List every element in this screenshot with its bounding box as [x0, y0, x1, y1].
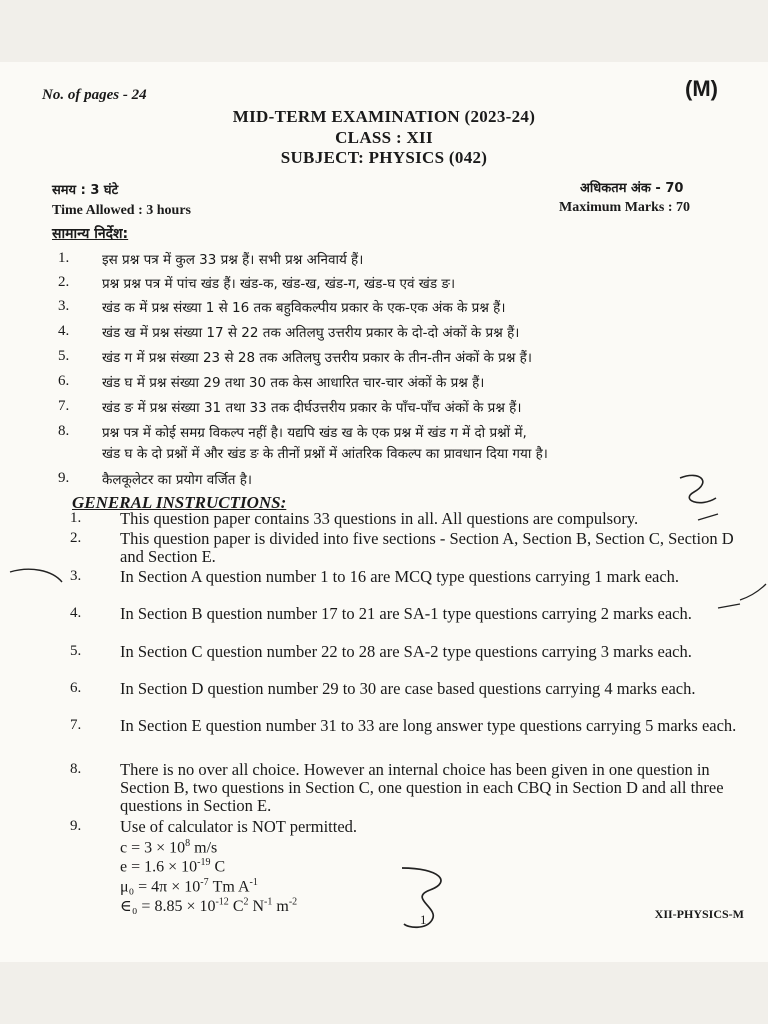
list-item: 6. खंड घ में प्रश्न संख्या 29 तथा 30 तक केस आधारित चार-चार अंकों के प्रश्न हैं।: [58, 373, 485, 391]
pages-count: No. of pages - 24: [42, 87, 147, 103]
constant-permeability: $\mu_0 = 4\pi \times 10^{-7}$ Tm $A^{-1}$: [120, 877, 258, 896]
class-label: CLASS : XII: [335, 128, 433, 147]
list-item: 4. खंड ख में प्रश्न संख्या 17 से 22 तक अतिलघु उत्तरीय प्रकार के दो-दो अंकों के प्रश्न हैं।: [58, 323, 520, 341]
marks-hindi: अधिकतम अंक - 70: [580, 181, 684, 196]
subject-label: SUBJECT: PHYSICS (042): [280, 148, 488, 167]
constant-speed-of-light: $c = 3 \times 10^8$ m/s: [120, 838, 218, 857]
pen-tick-mark: [698, 514, 718, 520]
constant-electron-charge: $e = 1.6 \times 10^{-19}$ C: [120, 857, 226, 876]
time-allowed: Time Allowed : 3 hours: [52, 203, 191, 218]
time-hindi: समय : 3 घंटे: [52, 183, 119, 198]
list-item: 1. इस प्रश्न पत्र में कुल 33 प्रश्न हैं। सभी प्रश्न अनिवार्य हैं।: [58, 250, 364, 268]
constant-permittivity: ∈₀ = $8.85 \times 10^{-12}$ $C^2$ $N^{-1}$ $m^{-2}$: [120, 896, 298, 915]
list-item: 8. प्रश्न पत्र में कोई समग्र विकल्प नहीं है। यद्यपि खंड ख के एक प्रश्न में खंड ग में दो प्रश्नों में,: [58, 423, 527, 441]
page-number: 1: [420, 912, 427, 927]
list-item: खंड घ के दो प्रश्नों में और खंड ङ के तीनों प्रश्नों में आंतरिक विकल्प का प्रावधान दिया गया है।: [102, 446, 548, 462]
general-instructions-title: GENERAL INSTRUCTIONS:: [72, 493, 287, 512]
hindi-instructions-heading: सामान्य निर्देश:: [52, 226, 129, 242]
list-item: 9. कैलकूलेटर का प्रयोग वर्जित है।: [58, 470, 253, 488]
pen-signature-mark: [402, 868, 441, 927]
list-item: 7. खंड ङ में प्रश्न संख्या 31 तथा 33 तक दीर्घउत्तरीय प्रकार के पाँच-पाँच अंकों के प्रश्न हैं।: [58, 398, 522, 416]
pen-margin-mark: [718, 604, 740, 608]
maximum-marks: Maximum Marks : 70: [559, 200, 691, 215]
pen-scribble-mark: [680, 475, 716, 502]
pen-margin-mark: [740, 584, 766, 600]
paper-code: XII-PHYSICS-M: [654, 907, 744, 921]
list-item: 5. खंड ग में प्रश्न संख्या 23 से 28 तक अतिलघु उत्तरीय प्रकार के तीन-तीन अंकों के प्रश्न हैं।: [58, 348, 532, 366]
list-item: 2. प्रश्न प्रश्न पत्र में पांच खंड हैं। खंड-क, खंड-ख, खंड-ग, खंड-घ एवं खंड ङ।: [58, 274, 456, 292]
pen-margin-mark: [10, 569, 62, 582]
list-item: 3. खंड क में प्रश्न संख्या 1 से 16 तक बहुविकल्पीय प्रकार के एक-एक अंक के प्रश्न हैं।: [58, 298, 506, 316]
set-code: (M): [685, 76, 718, 101]
exam-title: MID-TERM EXAMINATION (2023-24): [232, 107, 536, 126]
